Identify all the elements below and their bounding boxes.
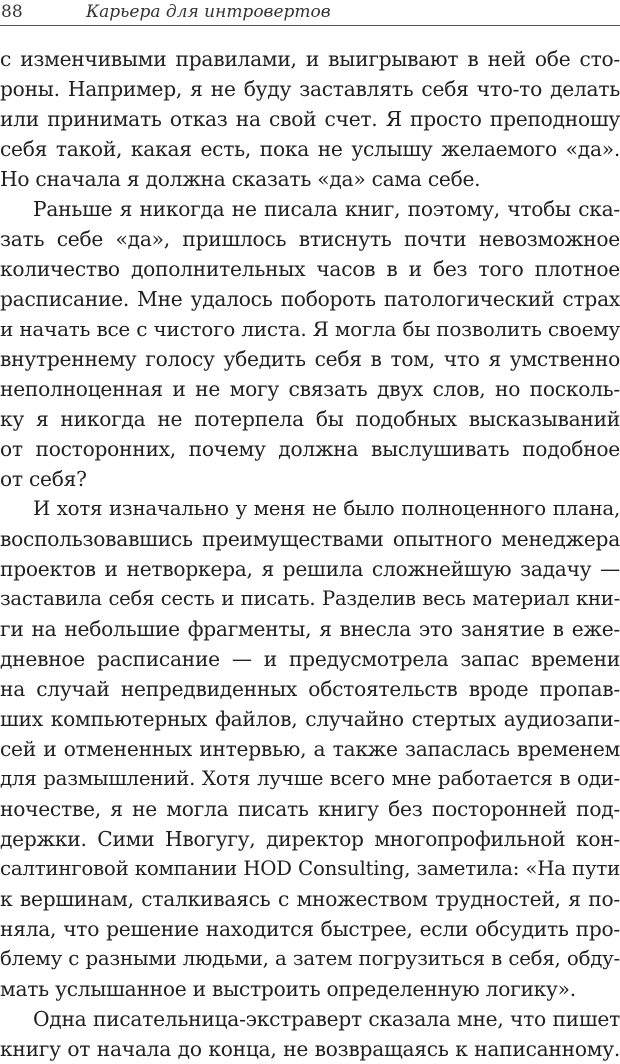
paragraph bbox=[0, 194, 620, 494]
text-line: Одна писательница-экстраверт сказала мне, что пишет bbox=[33, 1007, 620, 1031]
text-line: заставила себя сесть и писать. Разделив весь материал кни- bbox=[0, 587, 620, 610]
text-line: роны. Например, я не буду заставлять себя что-то делать bbox=[0, 77, 620, 101]
text-line: ших компьютерных файлов, случайно стертых аудиозапи- bbox=[0, 707, 620, 731]
text-line: к вершинам, сталкиваясь с множеством трудностей, я по- bbox=[0, 887, 620, 911]
text-line: воспользовавшись преимуществами опытного менеджера bbox=[0, 527, 620, 551]
paragraph bbox=[0, 494, 620, 1004]
text-line: сей и отмененных интервью, а также запаслась временем bbox=[0, 737, 620, 761]
paragraph bbox=[0, 1004, 620, 1064]
text-line: книгу от начала до конца, не возвращаясь к написанному. bbox=[0, 1037, 620, 1061]
page-number: 88 bbox=[1, 2, 23, 22]
text-line: от посторонних, почему должна выслушивать подобное bbox=[0, 437, 620, 461]
text-line: мать услышанное и выстроить определенную логику». bbox=[0, 977, 576, 1001]
text-line: ночестве, я не могла писать книгу без посторонней под- bbox=[0, 797, 620, 821]
text-line: держки. Сими Нвогугу, директор многопрофильной кон- bbox=[0, 827, 620, 851]
text-line: или принимать отказ на свой счет. Я просто преподношу bbox=[0, 107, 620, 131]
text-line: ку я никогда не потерпела бы подобных высказываний bbox=[0, 407, 620, 431]
text-line: зать себе «да», пришлось втиснуть почти невозможное bbox=[0, 227, 620, 251]
text-line: и начать все с чистого листа. Я могла бы позволить своему bbox=[0, 317, 620, 341]
page-header bbox=[0, 0, 620, 28]
body-text bbox=[0, 44, 620, 1064]
text-line: от себя? bbox=[0, 467, 87, 491]
text-line: няла, что решение находится быстрее, если обсудить про- bbox=[0, 917, 620, 941]
header-divider bbox=[0, 25, 620, 26]
text-line: для размышлений. Хотя лучше всего мне работается в оди- bbox=[0, 767, 620, 790]
text-line: И хотя изначально у меня не было полноценного плана, bbox=[33, 497, 620, 520]
text-line: себя такой, какая есть, пока не услышу желаемого «да». bbox=[0, 137, 620, 161]
text-line: внутреннему голосу убедить себя в том, что я умственно bbox=[0, 347, 620, 371]
text-line: Раньше я никогда не писала книг, поэтому, чтобы ска- bbox=[33, 197, 620, 221]
paragraph bbox=[0, 44, 620, 194]
text-line: проектов и нетворкера, я решила сложнейшую задачу — bbox=[0, 557, 620, 581]
text-line: расписание. Мне удалось побороть патологический страх bbox=[0, 287, 620, 311]
text-line: неполноценная и не могу связать двух слов, но посколь- bbox=[0, 377, 620, 401]
text-line: Но сначала я должна сказать «да» сама себе. bbox=[0, 167, 481, 191]
running-title: Карьера для интровертов bbox=[86, 2, 331, 22]
text-line: ги на небольшие фрагменты, я внесла это занятие в еже- bbox=[0, 617, 620, 641]
text-line: с изменчивыми правилами, и выигрывают в ней обе сто- bbox=[0, 47, 620, 71]
text-line: блему с разными людьми, а затем погрузиться в себя, обду- bbox=[0, 947, 620, 970]
text-line: дневное расписание — и предусмотрела запас времени bbox=[0, 647, 620, 671]
text-line: салтинговой компании HOD Consulting, заметила: «На пути bbox=[0, 857, 620, 880]
text-line: на случай непредвиденных обстоятельств вроде пропав- bbox=[0, 677, 620, 701]
text-line: количество дополнительных часов в и без того плотное bbox=[0, 257, 620, 281]
